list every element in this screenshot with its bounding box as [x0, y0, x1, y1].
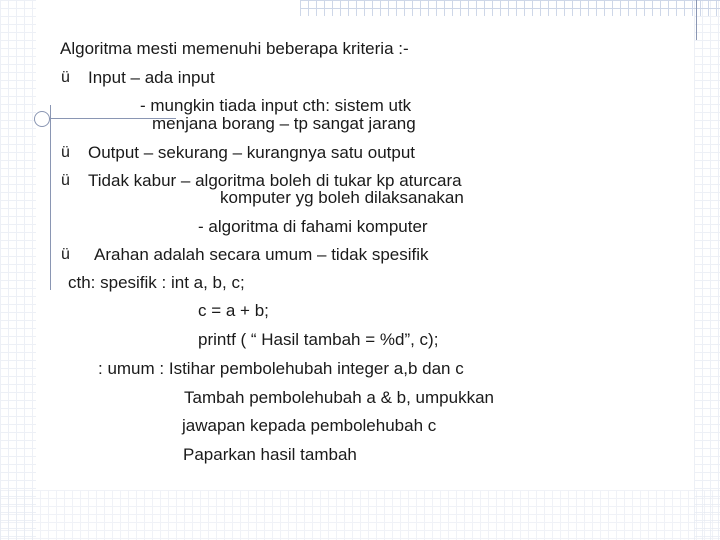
code-line: printf ( “ Hasil tambah = %d”, c); [198, 330, 439, 349]
bullet-output: Output – sekurang – kurangnya satu output [88, 143, 416, 162]
checkmark-icon: ü [61, 246, 70, 263]
bullet-input: Input – ada input [88, 68, 215, 87]
background-grid-right [694, 0, 720, 540]
code-line: cth: spesifik : int a, b, c; [68, 273, 245, 292]
background-grid-left [0, 0, 36, 540]
text-line: menjana borang – tp sangat jarang [152, 114, 416, 133]
bullet-tidak-kabur: Tidak kabur – algoritma boleh di tukar kp aturcara [88, 171, 462, 190]
text-line: Tambah pembolehubah a & b, umpukkan [184, 388, 494, 407]
background-grid-bottom [0, 490, 720, 540]
code-line: c = a + b; [198, 301, 269, 320]
checkmark-icon: ü [61, 144, 70, 161]
decorative-circle-icon [34, 111, 50, 127]
checkmark-icon: ü [61, 172, 70, 189]
decorative-vertical-line-right [696, 0, 697, 40]
text-line: : umum : Istihar pembolehubah integer a,b dan c [98, 359, 464, 378]
bullet-arahan: Arahan adalah secara umum – tidak spesifik [94, 245, 429, 264]
text-line: Paparkan hasil tambah [183, 445, 357, 464]
checkmark-icon: ü [61, 69, 70, 86]
decorative-vertical-line [50, 105, 51, 290]
text-line: - algoritma di fahami komputer [198, 217, 428, 236]
text-line: komputer yg boleh dilaksanakan [220, 188, 464, 207]
slide-heading: Algoritma mesti memenuhi beberapa kriteria :- [60, 39, 409, 58]
text-line: - mungkin tiada input cth: sistem utk [140, 96, 412, 115]
text-line: jawapan kepada pembolehubah c [182, 416, 437, 435]
background-grid-top [300, 0, 720, 16]
